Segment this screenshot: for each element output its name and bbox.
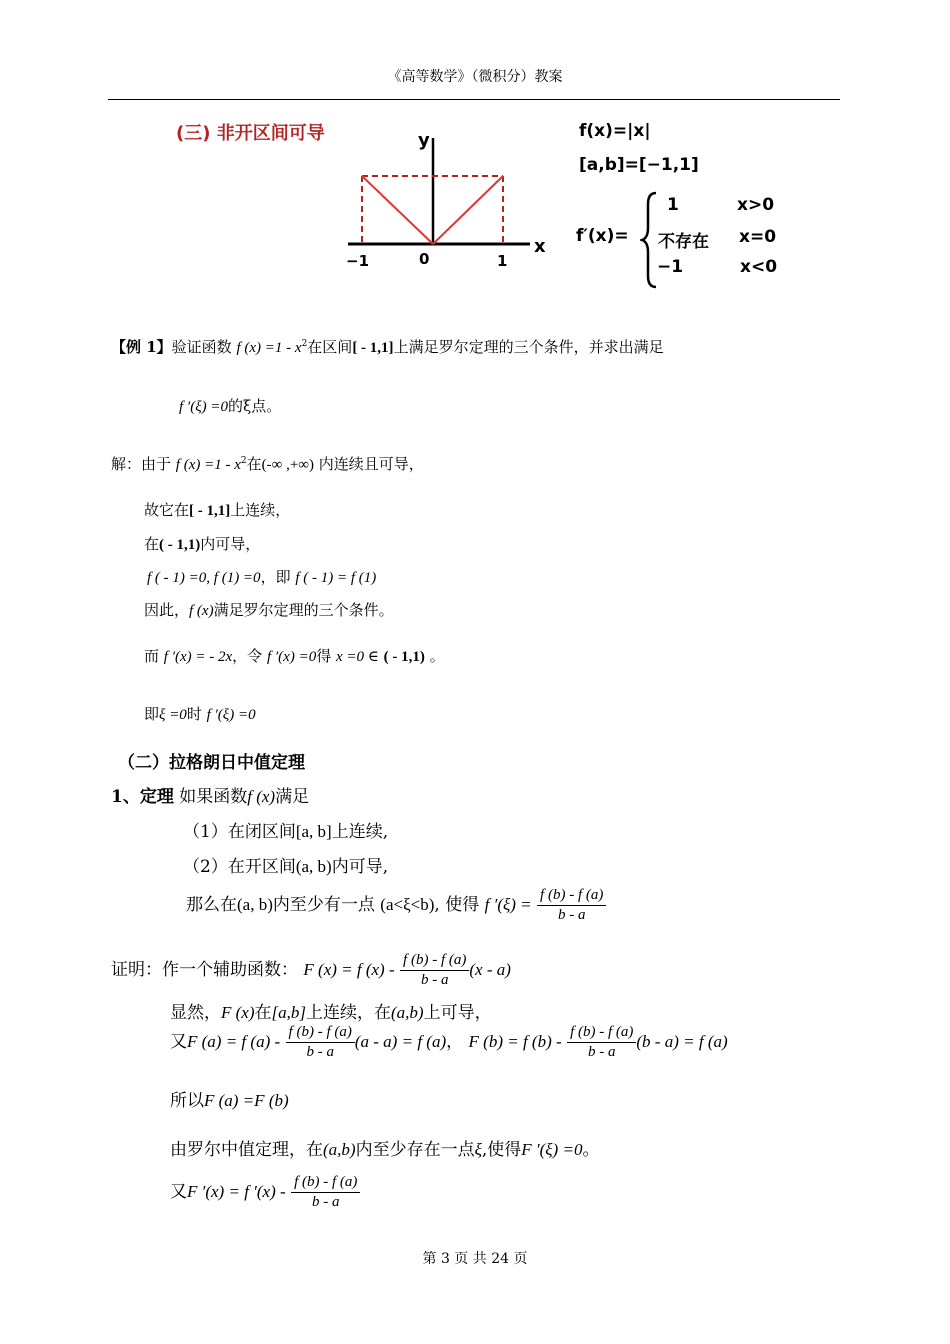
- solution-line5: [144, 599, 394, 620]
- solution-line4: [147, 566, 376, 587]
- example-1-line2: [179, 395, 281, 416]
- text: 内至少有一点: [272, 895, 375, 915]
- interval-definition: [a,b]=[−1,1]: [579, 155, 699, 175]
- example-text1: 验证函数: [171, 338, 232, 356]
- example-text3: 上满足罗尔定理的三个条件，并求出满足: [393, 338, 664, 356]
- text: （1）在闭区间: [183, 822, 296, 842]
- solution-line6: [144, 645, 445, 666]
- x-axis-label: x: [534, 236, 546, 257]
- fprime-label: f′(x)=: [576, 226, 629, 246]
- text: 故它在: [144, 501, 190, 519]
- math: (a, b): [237, 895, 273, 914]
- math: F (x): [221, 1003, 255, 1022]
- math: [a,b]: [271, 1003, 306, 1022]
- text: 上可导，: [423, 1003, 492, 1023]
- y-axis-label: y: [418, 130, 430, 151]
- text: 由罗尔中值定理，在: [170, 1140, 323, 1160]
- mean-value-fraction: [537, 887, 606, 924]
- proof-line2: [170, 998, 492, 1023]
- text: 显然，: [170, 1003, 221, 1023]
- math: ( - 1,1): [383, 649, 425, 665]
- text: 如果函数: [179, 787, 248, 807]
- solution-function: f (x) =1 - x: [175, 457, 241, 473]
- math: f ( - 1) = f (1): [295, 570, 377, 586]
- theorem-condition-1: [183, 817, 388, 842]
- text: ，令: [232, 647, 263, 665]
- case1-condition: x>0: [737, 195, 775, 215]
- text: 在: [144, 535, 160, 553]
- math: (a, b): [295, 857, 332, 876]
- fraction-numerator: f (b) - f (a): [567, 1024, 636, 1043]
- example-function-sup: 2: [301, 339, 308, 349]
- example-label: 【例 1】: [111, 338, 172, 356]
- text: 上连续,: [331, 822, 389, 842]
- text: 满足: [275, 787, 310, 807]
- text: 时: [186, 705, 202, 723]
- case3-value: −1: [657, 257, 684, 277]
- example-condition-math: f ′(ξ) =0: [179, 399, 228, 415]
- math: (b - a) = f (a): [636, 1032, 728, 1051]
- example-interval: [ - 1,1]: [352, 340, 394, 356]
- text: 所以: [170, 1091, 204, 1111]
- math: F (b) = f (b) -: [468, 1032, 562, 1051]
- math: F ′(x) = f ′(x) -: [187, 1182, 286, 1201]
- fraction-numerator: f (b) - f (a): [400, 952, 469, 971]
- math: F (x) = f (x) -: [303, 960, 395, 979]
- section-2-title: （二）拉格朗日中值定理: [118, 753, 305, 773]
- fraction: [286, 1024, 355, 1061]
- fraction-numerator: f (b) - f (a): [537, 887, 606, 906]
- text: 又: [170, 1182, 187, 1202]
- math: [ - 1,1]: [189, 503, 231, 519]
- math: ( - 1,1): [159, 537, 201, 553]
- case2-condition: x=0: [739, 227, 777, 247]
- math: f ′(ξ) =0: [206, 707, 256, 723]
- case1-value: 1: [667, 195, 679, 215]
- text: 内可导，: [200, 535, 261, 553]
- fraction-denominator: b - a: [557, 907, 586, 923]
- text: ，: [446, 1032, 464, 1052]
- solution-line3: [144, 533, 260, 554]
- proof-line5: [170, 1135, 599, 1160]
- header-rule: [108, 99, 840, 100]
- proof-line6: [170, 1174, 360, 1211]
- text: ,使得: [481, 1140, 522, 1160]
- math: x =0 ∈: [335, 649, 379, 665]
- math: f (x): [189, 603, 214, 619]
- math: F (a) =F (b): [204, 1091, 289, 1110]
- math: F ′(ξ) =0: [521, 1140, 583, 1159]
- text: 。: [429, 647, 445, 665]
- solution-line2: [144, 499, 290, 520]
- fraction: [567, 1024, 636, 1061]
- theorem-line1: [111, 782, 309, 807]
- text: 那么在: [186, 895, 237, 915]
- math: (a - a) = f (a): [354, 1032, 447, 1051]
- text: ，即: [260, 568, 291, 586]
- proof-line4: [170, 1086, 289, 1111]
- text: , 使得: [434, 895, 480, 915]
- math: f (x): [247, 787, 276, 806]
- text: （2）在开区间: [183, 857, 296, 877]
- text: 即: [144, 705, 160, 723]
- fraction-denominator: b - a: [311, 1194, 340, 1210]
- fraction-denominator: b - a: [420, 972, 449, 988]
- text: 得: [316, 647, 332, 665]
- solution-line1: [111, 453, 424, 474]
- math: f ′(x) = - 2x: [163, 649, 233, 665]
- proof-line1: [111, 952, 511, 989]
- solution-range: (-∞ ,+∞): [261, 457, 314, 473]
- tick-one: 1: [497, 252, 508, 270]
- fraction-denominator: b - a: [587, 1044, 616, 1060]
- text: 而: [144, 647, 160, 665]
- solution-line7: [144, 703, 256, 724]
- text: 满足罗尔定理的三个条件。: [213, 601, 394, 619]
- solution-text-continuous: 内连续且可导，: [318, 455, 424, 473]
- math: ξ =0: [159, 707, 187, 723]
- math: [a, b]: [295, 822, 332, 841]
- fraction: [400, 952, 469, 989]
- math: (a<ξ<b): [380, 895, 435, 914]
- proof-line3: [170, 1024, 728, 1061]
- fraction-denominator: b - a: [306, 1044, 334, 1060]
- theorem-condition-2: [183, 852, 388, 877]
- solution-text-zai: 在: [246, 455, 262, 473]
- text: 又: [170, 1032, 187, 1052]
- fraction-numerator: f (b) - f (a): [286, 1024, 355, 1043]
- text: 内可导,: [331, 857, 389, 877]
- page-footer: 第 3 页 共 24 页: [422, 1251, 528, 1267]
- abs-right-branch: [433, 176, 503, 244]
- abs-value-graph: [340, 118, 555, 278]
- text: 证明：作一个辅助函数：: [111, 960, 298, 980]
- example-condition-text: 的ξ点。: [227, 397, 282, 415]
- math: f ′(ξ) =: [484, 895, 532, 914]
- example-1-line1: [111, 336, 664, 357]
- example-text2: 在区间: [307, 338, 353, 356]
- text: 。: [582, 1140, 600, 1160]
- fraction: [291, 1174, 360, 1211]
- math: (x - a): [469, 960, 511, 979]
- text: 上连续，在: [306, 1003, 391, 1023]
- theorem-label: 1、定理: [111, 787, 174, 807]
- text: 因此，: [144, 601, 190, 619]
- math: F (a) = f (a) -: [187, 1032, 281, 1051]
- theorem-conclusion: [186, 887, 606, 924]
- text: 内至少存在一点: [355, 1140, 475, 1160]
- example-function: f (x) =1 - x: [236, 340, 302, 356]
- case2-value: 不存在: [658, 232, 709, 252]
- text: 在: [254, 1003, 272, 1023]
- page-header: 《高等数学》（微积分）教案: [387, 69, 563, 85]
- case3-condition: x<0: [740, 257, 778, 277]
- math: ξ: [474, 1140, 482, 1159]
- solution-prefix: 解：由于: [111, 455, 172, 473]
- section-3-title: (三) 非开区间可导: [176, 123, 325, 144]
- text: 上连续，: [230, 501, 291, 519]
- math: f ′(x) =0: [266, 649, 317, 665]
- solution-function-sup: 2: [240, 456, 247, 466]
- tick-minus-one: −1: [346, 252, 370, 270]
- fx-abs-definition: f(x)=|x|: [579, 121, 651, 141]
- fraction-numerator: f (b) - f (a): [291, 1174, 360, 1193]
- math: (a,b): [323, 1140, 356, 1159]
- tick-zero: 0: [419, 250, 430, 268]
- math: (a,b): [391, 1003, 424, 1022]
- math: f ( - 1) =0, f (1) =0: [147, 570, 261, 586]
- abs-left-branch: [362, 176, 433, 244]
